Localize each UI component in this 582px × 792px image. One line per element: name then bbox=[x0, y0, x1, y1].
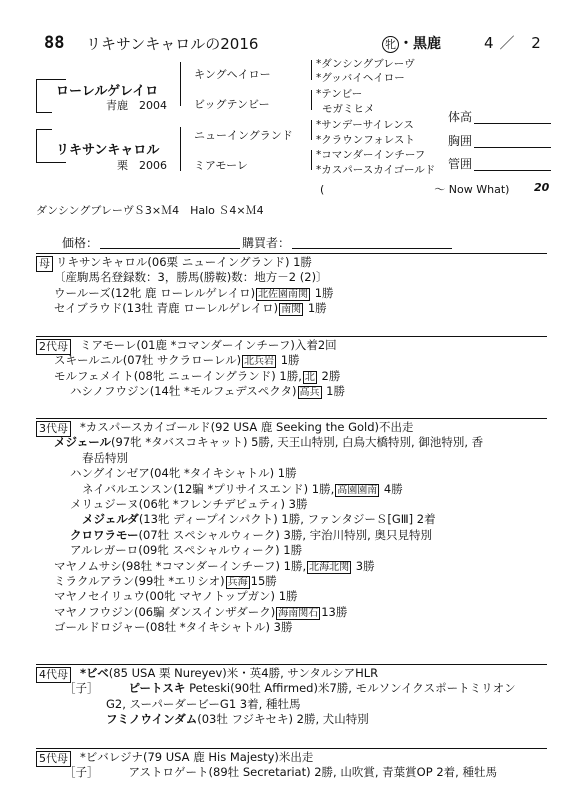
gen3-2: *グッバイヘイロー bbox=[316, 72, 405, 84]
cannon-field bbox=[474, 170, 551, 171]
child-prefix: ［子］ bbox=[64, 765, 99, 780]
family-line: ( ～ Now What) bbox=[320, 183, 510, 196]
inbreeding: ダンシングブレーヴＳ3×Ｍ4 Halo Ｓ4×Ｍ4 bbox=[36, 204, 264, 217]
section-line bbox=[82, 451, 128, 466]
section-divider bbox=[36, 336, 547, 337]
horse-name-bold: フミノウインダム bbox=[106, 712, 198, 727]
local-track-tag: 高兵 bbox=[299, 387, 320, 399]
section-line bbox=[70, 497, 307, 512]
sire-name: ローレルゲレイロ bbox=[56, 84, 159, 99]
line-wins: 15勝 bbox=[250, 574, 277, 588]
horse-name-bold: クロワラモー bbox=[70, 527, 139, 542]
horse-name-bold: ピートスキ bbox=[128, 681, 186, 696]
local-track-tag: 北兵岩 bbox=[244, 356, 275, 368]
gen3-bracket-1 bbox=[311, 60, 312, 80]
local-track-tag: 北 bbox=[304, 371, 315, 383]
line-wins: 1勝 bbox=[322, 384, 345, 399]
section-line bbox=[106, 712, 369, 727]
section-line bbox=[80, 750, 313, 765]
gen3-1: *ダンシングブレーヴ bbox=[316, 58, 415, 70]
birth-date: 4／ 2 bbox=[484, 34, 547, 52]
section-divider bbox=[36, 664, 547, 665]
line-text: アルレガーロ(09牝 スペシャルウィーク) 1勝 bbox=[70, 543, 303, 558]
gen3-3: *テンビー bbox=[316, 88, 363, 100]
gen3-6: *クラウンフォレスト bbox=[316, 134, 415, 146]
dam-bracket bbox=[36, 129, 37, 163]
local-track-tag: 高園園南 bbox=[337, 484, 378, 496]
local-track-tag: 南関 bbox=[281, 304, 302, 316]
gen3-4: モガミヒメ bbox=[322, 103, 375, 115]
line-text: マヤノフウジン(06騙 ダンスインザダーク) bbox=[54, 604, 276, 619]
gen3-7: *コマンダーインチーフ bbox=[316, 149, 426, 161]
section-line bbox=[54, 301, 327, 316]
gen2-bracket-2 bbox=[180, 127, 181, 171]
local-track-tag: 北佐園南関 bbox=[258, 288, 309, 300]
dam-bracket-top bbox=[36, 129, 52, 130]
line-text: セイブラウド(13牡 青鹿 ローレルゲレイロ) bbox=[54, 301, 279, 316]
section-line bbox=[54, 589, 298, 604]
section-line bbox=[54, 559, 375, 574]
line-text: Peteski(90牡 Affirmed)米7勝, モルソンイクスポートミリオン bbox=[185, 681, 516, 696]
gen3-bracket-3 bbox=[311, 120, 312, 140]
chest-field bbox=[474, 147, 551, 148]
local-track-tag: 北海北関 bbox=[309, 561, 350, 573]
section-line bbox=[54, 270, 328, 285]
cannon-label: 管囲 bbox=[448, 157, 473, 171]
price-field[interactable] bbox=[100, 248, 240, 249]
gen3-8: *カスパースカイゴールド bbox=[316, 164, 436, 176]
section-line bbox=[70, 543, 302, 558]
gen3-bracket-4 bbox=[311, 150, 312, 170]
section-divider bbox=[36, 253, 547, 254]
gen2-1: キングヘイロー bbox=[194, 68, 271, 81]
line-text: *カスパースカイゴールド(92 USA 鹿 Seeking the Gold)不出走 bbox=[80, 420, 414, 434]
section-line bbox=[54, 435, 483, 450]
line-text: アストロゲート(89牡 Secretariat) 2勝, 山吹賞, 青葉賞OP 2着, 種牡馬 bbox=[128, 765, 497, 780]
line-text: モルフェメイト(08牝 ニューイングランド) 1勝, bbox=[54, 368, 302, 383]
section-label: 3代母 bbox=[36, 421, 71, 437]
section-line bbox=[70, 528, 432, 543]
section-line bbox=[82, 512, 436, 527]
section-line bbox=[70, 466, 297, 481]
gen3-5: *サンデーサイレンス bbox=[316, 119, 414, 131]
section-line bbox=[64, 681, 516, 696]
dam-name: リキサンキャロル bbox=[56, 143, 160, 158]
line-wins: 1勝 bbox=[311, 285, 334, 300]
line-text: ミアモーレ(01鹿 *コマンダーインチーフ)入着2回 bbox=[80, 338, 337, 352]
page-title: リキサンキャロルの2016 bbox=[86, 35, 259, 53]
section-line bbox=[82, 482, 403, 497]
line-wins: 4勝 bbox=[380, 481, 403, 496]
gen2-3: ニューイングランド bbox=[194, 129, 293, 142]
child-prefix: ［子］ bbox=[64, 681, 99, 696]
section-line bbox=[106, 697, 300, 712]
line-text: (03牡 フジキセキ) 2勝, 犬山特別 bbox=[197, 712, 369, 727]
line-text: ハシノフウジン(14牡 *モルフェデスペクタ) bbox=[70, 384, 297, 399]
local-track-tag: 兵海 bbox=[227, 577, 248, 588]
line-wins: 13勝 bbox=[321, 604, 348, 619]
gen2-2: ビッグテンビー bbox=[194, 98, 270, 111]
line-text: ゴールドロジャー(08牡 *タイキシャトル) 3勝 bbox=[54, 620, 293, 635]
section-line bbox=[80, 666, 378, 681]
line-text: 春岳特別 bbox=[82, 450, 128, 465]
line-text: ミラクルアラン(99牡 *エリシオ) bbox=[54, 574, 225, 588]
section-line bbox=[54, 605, 347, 620]
sex-color bbox=[382, 33, 441, 53]
line-text: マヤノムサシ(98牡 *コマンダーインチーフ) 1勝, bbox=[54, 558, 307, 573]
section-line bbox=[64, 765, 497, 780]
catalog-number: 88 bbox=[44, 33, 65, 53]
line-text: スキールニル(07牡 サクラローレル) bbox=[54, 353, 242, 368]
line-wins: 1勝 bbox=[304, 301, 327, 316]
dam-bracket-bottom bbox=[36, 162, 66, 163]
dam-info: 栗 2006 bbox=[117, 159, 167, 172]
section-label: 母 bbox=[36, 256, 53, 272]
section-line bbox=[54, 574, 277, 589]
horse-name-bold: メジェルダ bbox=[82, 512, 139, 527]
section-line bbox=[54, 353, 300, 368]
line-text: ウールーズ(12牝 鹿 ローレルゲレイロ) bbox=[54, 285, 256, 300]
gen2-4: ミアモーレ bbox=[194, 159, 248, 172]
line-text: ネイバルエンスン(12騙 *プリサイスエンド) 1勝, bbox=[82, 481, 335, 496]
line-text: ハングインゼア(04牝 *タイキシャトル) 1勝 bbox=[70, 466, 297, 481]
horse-name-bold: メジェール bbox=[54, 435, 112, 450]
section-line bbox=[70, 384, 345, 399]
line-text: 〔産駒馬名登録数：3，勝馬(勝鞍)数：地方－2 (2)〕 bbox=[54, 270, 328, 285]
buyer-label: 購買者： bbox=[242, 236, 291, 250]
horse-name-bold: *ビベ bbox=[80, 666, 109, 680]
line-text: メリュジーヌ(06牝 *フレンチデピュティ) 3勝 bbox=[70, 497, 308, 511]
line-wins: 1勝 bbox=[277, 353, 300, 368]
section-label: 5代母 bbox=[36, 751, 71, 767]
local-track-tag: 海南関石 bbox=[278, 607, 319, 619]
sire-bracket-bottom bbox=[36, 112, 52, 113]
sire-info: 青鹿 2004 bbox=[106, 99, 167, 112]
line-wins: 3勝 bbox=[352, 558, 375, 573]
family-number: 20 bbox=[534, 181, 550, 194]
section-label: 2代母 bbox=[36, 339, 71, 355]
line-text: (13牝 ディープインパクト) 1勝, ファンタジーＳ[GⅢ] 2着 bbox=[138, 512, 436, 527]
line-wins: 2勝 bbox=[317, 368, 341, 383]
line-text: (07牡 スペシャルウィーク) 3勝, 宇治川特別, 奥只見特別 bbox=[138, 527, 432, 542]
section-label: 4代母 bbox=[36, 667, 71, 683]
section-line bbox=[56, 255, 312, 270]
line-text: *ビバレジナ(79 USA 鹿 His Majesty)米出走 bbox=[80, 750, 314, 764]
buyer-field[interactable] bbox=[292, 248, 452, 249]
line-text: マヤノセイリュウ(00牝 マヤノトップガン) 1勝 bbox=[54, 589, 298, 604]
section-line bbox=[54, 620, 292, 635]
sire-bracket bbox=[36, 79, 37, 113]
gen3-bracket-2 bbox=[311, 90, 312, 110]
sex-mark: 牝 bbox=[382, 36, 399, 53]
section-line bbox=[54, 286, 334, 301]
section-divider bbox=[36, 748, 547, 749]
section-line bbox=[80, 338, 337, 353]
section-line bbox=[80, 420, 414, 435]
section-divider bbox=[36, 418, 547, 419]
coat-color: ・黒鹿 bbox=[399, 36, 441, 52]
line-text: G2, スーパーダービーG1 3着, 種牡馬 bbox=[106, 696, 301, 711]
line-text: (85 USA 栗 Nureyev)米・英4勝, サンタルシアHLR bbox=[108, 666, 379, 680]
section-line bbox=[54, 369, 340, 384]
chest-label: 胸囲 bbox=[448, 134, 473, 148]
line-text: リキサンキャロル(06栗 ニューイングランド) 1勝 bbox=[56, 255, 312, 269]
line-text: (97牝 *タバスコキャット) 5勝, 天王山特別, 白鳥大橋特別, 御池特別, 香 bbox=[111, 435, 484, 450]
gen2-bracket-1 bbox=[180, 62, 181, 106]
height-field bbox=[474, 123, 551, 124]
price-label: 価格： bbox=[62, 236, 99, 250]
height-label: 体高 bbox=[448, 110, 473, 124]
